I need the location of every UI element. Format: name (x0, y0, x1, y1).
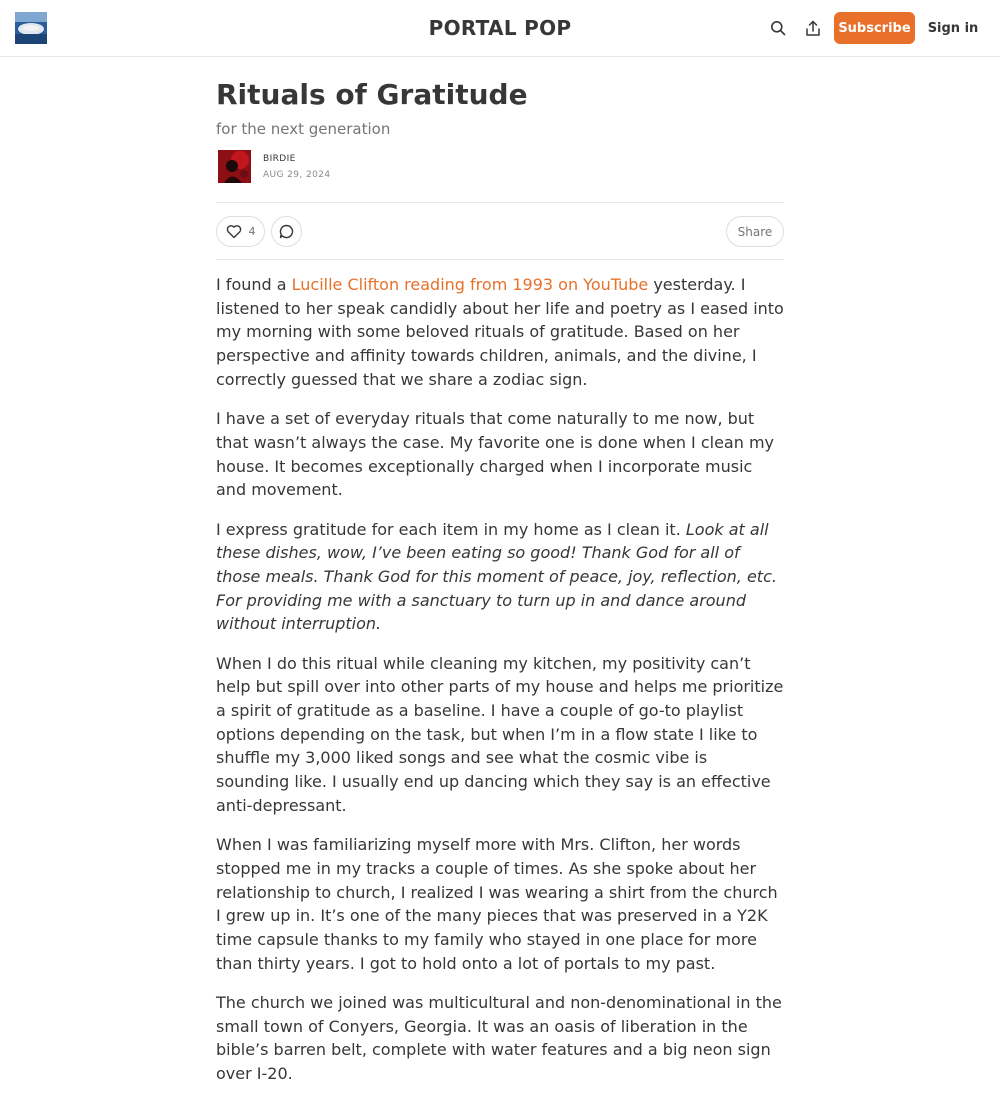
search-button[interactable] (766, 16, 790, 40)
paragraph: The church we joined was multicultural and non-denominational in the small town of Conyers, Georgia. It was an oasis of liberation in the bible’s barren belt, complete with water features and a big neon sign over I-20. (216, 992, 782, 1084)
post-actions-bar (216, 202, 784, 260)
like-button[interactable] (216, 216, 265, 247)
post-subtitle: for the next generation (216, 120, 391, 138)
paragraph-text: I express gratitude for each item in my home as I clean it. (216, 519, 686, 539)
paragraph (216, 273, 784, 392)
top-navigation-bar (0, 0, 1000, 57)
sign-in-button[interactable]: Sign in (927, 20, 979, 36)
comment-bubble-icon (279, 224, 294, 239)
paragraph: When I was familiarizing myself more with Mrs. Clifton, her words stopped me in my tracks a couple of times. As she spoke about her relationship to church, I realized I was wearing a shirt from the church I grew up in. It’s one of the many pieces that was preserved in a Y2K time capsule thanks to my family who stayed in one place for more than thirty years. I got to hold onto a lot of portals to my past. (216, 835, 778, 973)
paragraph (216, 518, 784, 637)
post-body (216, 273, 784, 1086)
italic-quote: Look at all these dishes, wow, I’ve been eating so good! Thank God for all of those meals. Thank God for this moment of peace, joy, reflection, etc. For providing me with a sanctuary to turn up in and dance around without interruption. (216, 519, 777, 634)
paragraph-text: yesterday. I listened to her speak candidly about her life and poetry as I eased into my morning with some beloved rituals of gratitude. Based on her perspective and affinity towards children, animals, and the divine, I correctly guessed that we share a zodiac sign. (216, 275, 784, 389)
subscribe-button[interactable]: Subscribe (834, 12, 915, 44)
byline (216, 146, 784, 202)
like-count: 4 (248, 225, 256, 238)
comment-button[interactable] (271, 216, 302, 247)
share-header-button[interactable] (801, 16, 825, 40)
author-avatar[interactable] (218, 150, 251, 183)
paragraph: I have a set of everyday rituals that come naturally to me now, but that wasn’t always the case. My favorite one is done when I clean my house. It becomes exceptionally charged when I incorporate music and movement. (216, 409, 775, 500)
heart-icon (226, 224, 242, 239)
paragraph-text: I found a (216, 275, 292, 294)
search-icon (770, 20, 786, 36)
paragraph: When I do this ritual while cleaning my kitchen, my positivity can’t help but spill over into other parts of my house and helps me prioritize a spirit of gratitude as a baseline. I have a couple of go-to playlist options depending on the task, but when I’m in a flow state I like to shuffle my 3,000 liked songs and see what the cosmic vibe is sounding like. I usually end up dancing which they say is an effective anti-depressant. (216, 653, 784, 815)
site-title[interactable]: PORTAL POP (428, 16, 572, 40)
article (216, 57, 784, 1101)
share-upload-icon (805, 20, 821, 37)
post-date: AUG 29, 2024 (263, 170, 331, 180)
youtube-link[interactable]: Lucille Clifton reading from 1993 on YouTube (291, 275, 649, 294)
share-button[interactable]: Share (726, 216, 784, 247)
author-name[interactable]: BIRDIE (263, 154, 296, 164)
post-title: Rituals of Gratitude (216, 78, 528, 111)
